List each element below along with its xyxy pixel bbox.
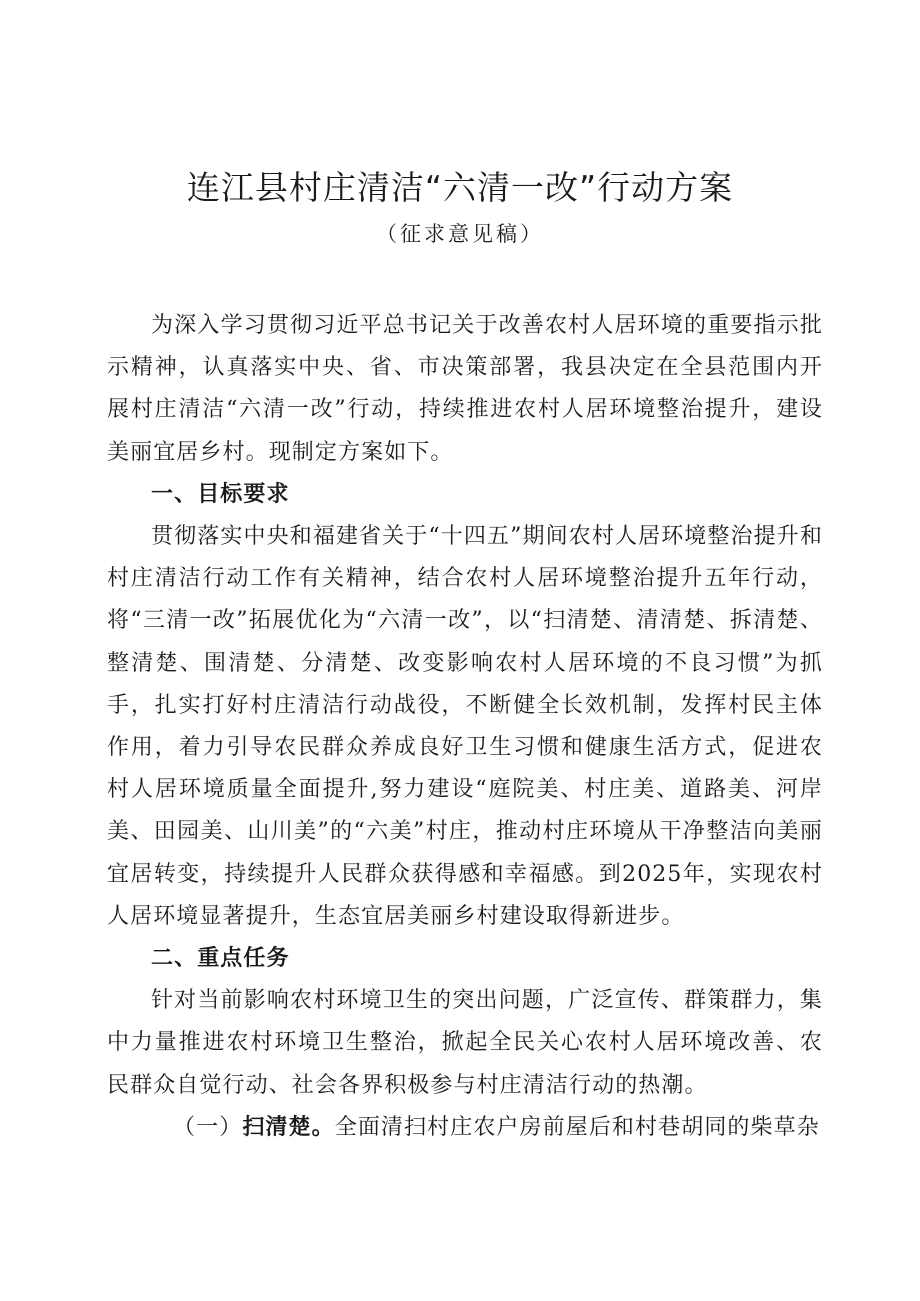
tasks-paragraph: 针对当前影响农村环境卫生的突出问题，广泛宣传、群策群力，集中力量推进农村环境卫生整治，掀起全民关心农村人居环境改善、农民群众自觉行动、社会各界积极参与村庄清洁行动的热潮。 (107, 988, 823, 1098)
section-heading-goals: 一、目标要求 (151, 481, 290, 507)
section-heading-tasks: 二、重点任务 (151, 946, 290, 972)
task-item-number: （一） (173, 1114, 243, 1140)
task-item-text: 全面清扫村庄农户房前屋后和村巷胡同的柴草杂 (334, 1114, 820, 1140)
goals-paragraph: 贯彻落实中央和福建省关于“十四五”期间农村人居环境整治提升和村庄清洁行动工作有关精神，结合农村人居环境整治提升五年行动，将“三清一改”拓展优化为“六清一改”，以“扫清楚、清清楚、拆清楚、整清楚、围清楚、分清楚、改变影响农村人居环境的不良习惯”为抓手，扎实打好村庄清洁行动战役，不断健全长效机制，发挥村民主体作用，着力引导农民群众养成良好卫生习惯和健康生活方式，促进农村人居环境质量全面提升,努力建设“庭院美、村庄美、道路美、河岸美、田园美、山川美”的“六美”村庄，推动村庄环境从干净整洁向美丽宜居转变，持续提升人民群众获得感和幸福感。到2025年，实现农村人居环境显著提升，生态宜居美丽乡村建设取得新进步。 (107, 524, 823, 929)
task-item-label: 扫清楚。 (242, 1114, 335, 1140)
document-subtitle: （征求意见稿） (376, 222, 544, 246)
document-body (107, 305, 823, 1149)
task-item-1 (107, 1107, 823, 1149)
intro-paragraph: 为深入学习贯彻习近平总书记关于改善农村人居环境的重要指示批示精神，认真落实中央、省、市决策部署，我县决定在全县范围内开展村庄清洁“六清一改”行动，持续推进农村人居环境整治提升，建设美丽宜居乡村。现制定方案如下。 (107, 313, 823, 465)
document-title: 连江县村庄清洁“六清一改”行动方案 (186, 168, 734, 207)
